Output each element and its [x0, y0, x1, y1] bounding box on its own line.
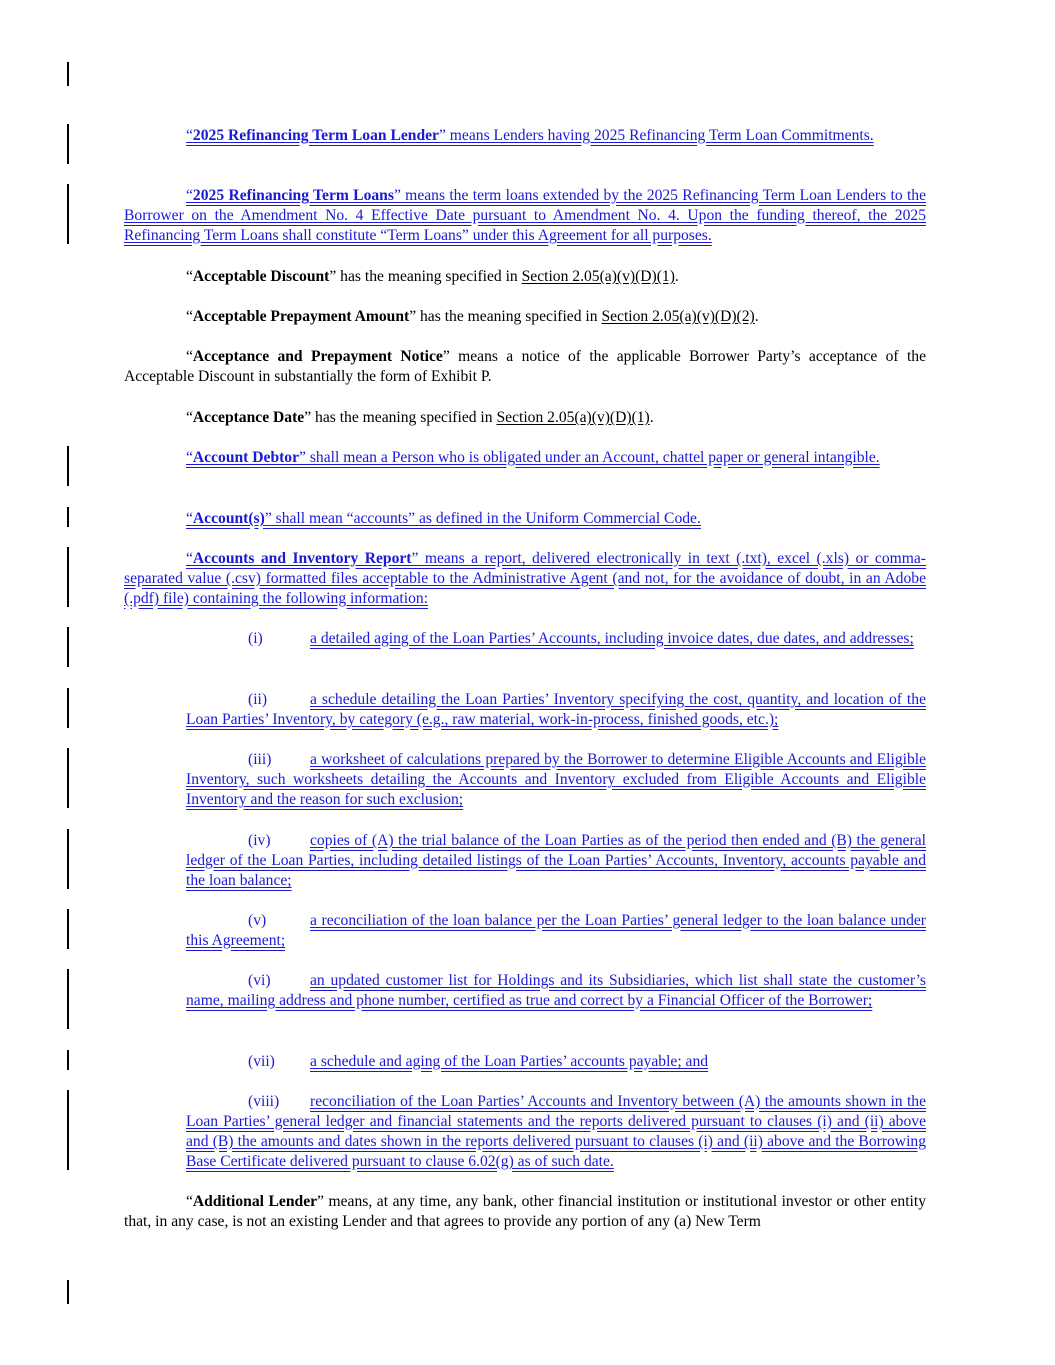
defined-term: Additional Lender	[192, 1193, 318, 1210]
defined-term: 2025 Refinancing Term Loan Lender	[192, 127, 439, 144]
change-bar	[67, 1280, 69, 1304]
change-bar	[67, 627, 69, 667]
defined-term: Account Debtor	[192, 449, 300, 466]
change-bar	[67, 507, 69, 527]
item-text: an updated customer list for Holdings and its Subsidiaries, which list shall state the customer’s name, mailing address and phone number, certified as true and correct by a Financial Officer of the Borrower;	[186, 972, 926, 1009]
change-bar	[67, 446, 69, 486]
report-item	[186, 1052, 926, 1072]
change-bar	[67, 1090, 69, 1170]
report-item	[186, 1092, 926, 1172]
item-number: (i)	[248, 630, 263, 647]
item-number: (iii)	[248, 751, 272, 768]
item-number: (iv)	[248, 832, 271, 849]
item-text: reconciliation of the Loan Parties’ Accounts and Inventory between (A) the amounts shown in the Loan Parties’ general ledger and financial statements and the reports delivered pursuant to clauses (i) and (ii) above and (B) the amounts and dates shown in the reports delivered pursuant to clauses (i) and (ii) above and the Borrowing Base Certificate delivered pursuant to clause 6.02(g) as of such date.	[186, 1093, 926, 1170]
change-bar	[67, 688, 69, 728]
item-number: (v)	[248, 912, 267, 929]
defined-term: Acceptance Date	[192, 409, 305, 426]
change-bar	[67, 829, 69, 889]
definition-account-debtor: “Account Debtor” shall mean a Person who is obligated under an Account, chattel paper or general intangible.	[186, 449, 880, 466]
section-reference: Section 2.05(a)(v)(D)(2)	[601, 308, 755, 325]
change-bar	[67, 124, 69, 164]
report-item	[186, 831, 926, 891]
change-bar	[67, 1050, 69, 1070]
item-text: a reconciliation of the loan balance per the Loan Parties’ general ledger to the loan balance under this Agreement;	[186, 912, 926, 949]
defined-term: Accounts and Inventory Report	[192, 550, 412, 567]
defined-term: Acceptable Prepayment Amount	[192, 308, 410, 325]
change-bar	[67, 969, 69, 1029]
definition-acceptable-discount: “Acceptable Discount” has the meaning specified in Section 2.05(a)(v)(D)(1).	[186, 268, 679, 285]
definition-accounts: “Account(s)” shall mean “accounts” as defined in the Uniform Commercial Code.	[186, 510, 701, 527]
change-bar	[67, 547, 69, 607]
change-bar	[67, 748, 69, 808]
change-bar	[67, 184, 69, 244]
item-number: (viii)	[248, 1093, 280, 1110]
section-reference: Section 2.05(a)(v)(D)(1)	[521, 268, 675, 285]
report-item	[186, 911, 926, 951]
definition-acceptance-prepayment-notice: “Acceptance and Prepayment Notice” means a notice of the applicable Borrower Party’s acceptance of the Acceptable Discount in substantially the form of Exhibit P.	[124, 348, 926, 385]
definition-acceptable-prepayment-amount: “Acceptable Prepayment Amount” has the meaning specified in Section 2.05(a)(v)(D)(2).	[186, 308, 759, 325]
item-text: copies of (A) the trial balance of the Loan Parties as of the period then ended and (B) the general ledger of the Loan Parties, including detailed listings of the Loan Parties’ Accounts, Inventory, accounts payable and the loan balance;	[186, 832, 926, 889]
change-bar	[67, 62, 69, 86]
definition-refi-term-loans: “2025 Refinancing Term Loans” means the term loans extended by the 2025 Refinancing Term Loan Lenders to the Borrower on the Amendment No. 4 Effective Date pursuant to Amendment No. 4. Upon the funding thereof, the 2025 Refinancing Term Loans shall constitute “Term Loans” under this Agreement for all purposes.	[124, 187, 927, 244]
change-bar	[67, 909, 69, 949]
defined-term: Account(s)	[192, 510, 265, 527]
item-number: (ii)	[248, 691, 268, 708]
defined-term: Acceptance and Prepayment Notice	[192, 348, 443, 365]
item-number: (vi)	[248, 972, 271, 989]
item-text: a schedule detailing the Loan Parties’ Inventory specifying the cost, quantity, and location of the Loan Parties’ Inventory, by category (e.g., raw material, work-in-process, finished goods, etc.);	[186, 691, 926, 728]
report-item	[186, 629, 926, 649]
definition-additional-lender: “Additional Lender” means, at any time, any bank, other financial institution or institutional investor or other entity that, in any case, is not an existing Lender and that agrees to provide any portion of any (a) New Term	[124, 1193, 926, 1230]
item-text: a detailed aging of the Loan Parties’ Accounts, including invoice dates, due dates, and addresses;	[310, 630, 914, 647]
item-number: (vii)	[248, 1053, 275, 1070]
report-item	[186, 971, 926, 1011]
definition-refi-term-loan-lender: “2025 Refinancing Term Loan Lender” means Lenders having 2025 Refinancing Term Loan Commitments.	[186, 127, 874, 144]
defined-term: 2025 Refinancing Term Loans	[192, 187, 394, 204]
item-text: a schedule and aging of the Loan Parties’ accounts payable; and	[310, 1053, 709, 1070]
item-text: a worksheet of calculations prepared by the Borrower to determine Eligible Accounts and Eligible Inventory, such worksheets detailing the Accounts and Inventory excluded from Eligible Accounts and Eligible Inventory and the reason for such exclusion;	[186, 751, 926, 808]
defined-term: Acceptable Discount	[192, 268, 330, 285]
definition-acceptance-date: “Acceptance Date” has the meaning specified in Section 2.05(a)(v)(D)(1).	[186, 409, 654, 426]
definition-accounts-inventory-report: “Accounts and Inventory Report” means a report, delivered electronically in text (.txt), excel (.xls) or comma-separated value (.csv) formatted files acceptable to the Administrative Agent (and not, for the avoidance of doubt, in an Adobe (.pdf) file) containing the following information:	[124, 550, 926, 607]
report-item	[186, 750, 926, 810]
report-item	[186, 690, 926, 730]
section-reference: Section 2.05(a)(v)(D)(1)	[496, 409, 650, 426]
